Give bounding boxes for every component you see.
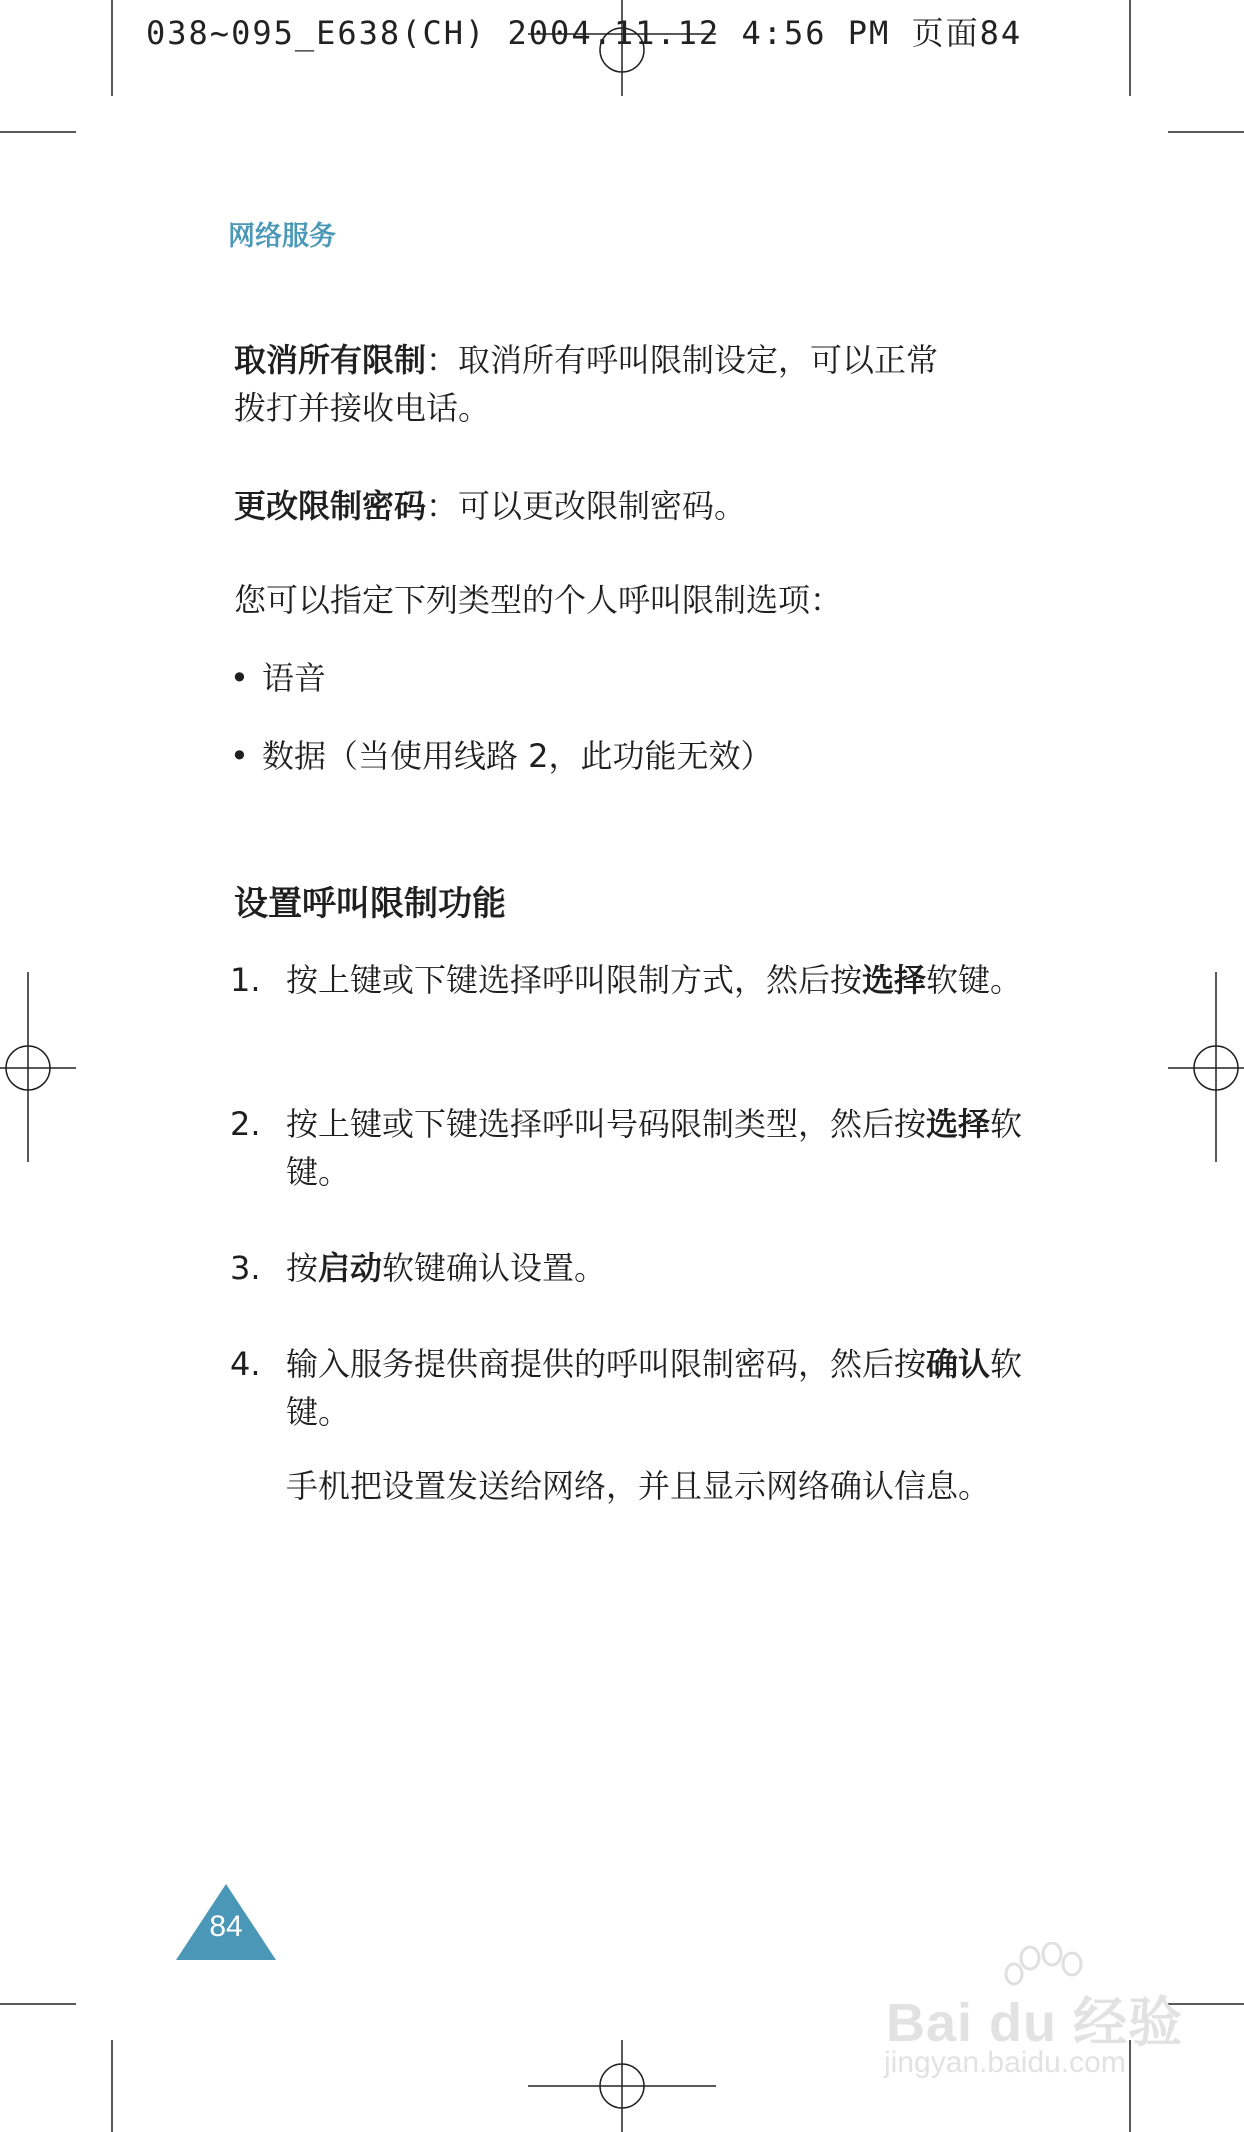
step-softkey: 启动: [318, 1249, 383, 1287]
cancel-all-text-line2: 拨打并接收电话。: [234, 389, 491, 427]
step-text: [286, 956, 1030, 1004]
step-text: [286, 1340, 1030, 1436]
bullet-dot-icon: •: [230, 737, 249, 775]
bullet-text: 数据（当使用线路 2，此功能无效）: [262, 737, 773, 775]
watermark-brand: Bai du 经验: [886, 1993, 1184, 2053]
change-password-term: 更改限制密码: [234, 487, 427, 525]
step-text-after: 软键。: [926, 961, 1023, 999]
step-text-before: 按上键或下键选择呼叫限制方式，然后按: [286, 961, 863, 999]
step-softkey: 选择: [926, 1105, 991, 1143]
bullet-item: [230, 732, 773, 780]
step-item: [230, 956, 1030, 1004]
cancel-all-term: 取消所有限制: [234, 341, 427, 379]
section-heading: 设置呼叫限制功能: [234, 884, 506, 924]
step-number: 4.: [230, 1345, 261, 1383]
step-text-after: 软键。: [286, 1105, 1023, 1191]
watermark-url: jingyan.baidu.com: [884, 2046, 1126, 2079]
result-note: 手机把设置发送给网络，并且显示网络确认信息。: [286, 1467, 991, 1505]
step-text-before: 输入服务提供商提供的呼叫限制密码，然后按: [286, 1345, 927, 1383]
cancel-all-paragraph: [234, 336, 1034, 432]
step-number: 3.: [230, 1249, 261, 1287]
step-softkey: 选择: [862, 961, 927, 999]
step-softkey: 确认: [926, 1345, 991, 1383]
section-label: 网络服务: [228, 221, 336, 252]
step-item: [230, 1100, 1030, 1196]
step-text-after: 软键确认设置。: [382, 1249, 607, 1287]
step-text-after: 软键。: [286, 1345, 1023, 1431]
baidu-jingyan-watermark: [880, 1942, 1184, 2092]
bullet-text: 语音: [262, 659, 327, 697]
step-text-before: 按: [286, 1249, 319, 1287]
step-text: [286, 1100, 1030, 1196]
page-number: 84: [209, 1910, 243, 1943]
change-password-text: ：可以更改限制密码。: [426, 487, 747, 525]
intro-paragraph: 您可以指定下列类型的个人呼叫限制选项：: [234, 581, 843, 619]
step-number: 1.: [230, 961, 261, 999]
step-item: [230, 1244, 1030, 1292]
bullet-dot-icon: •: [230, 659, 249, 697]
step-text-before: 按上键或下键选择呼叫号码限制类型，然后按: [286, 1105, 927, 1143]
change-password-paragraph: [234, 482, 1034, 530]
cancel-all-text-line1: ：取消所有呼叫限制设定，可以正常: [426, 341, 939, 379]
bullet-item: [230, 654, 326, 702]
step-item: [230, 1340, 1030, 1436]
step-text: [286, 1244, 1030, 1292]
step-number: 2.: [230, 1105, 261, 1143]
print-header: 038~095_E638(CH) 2004.11.12 4:56 PM 页面84: [146, 14, 1023, 52]
